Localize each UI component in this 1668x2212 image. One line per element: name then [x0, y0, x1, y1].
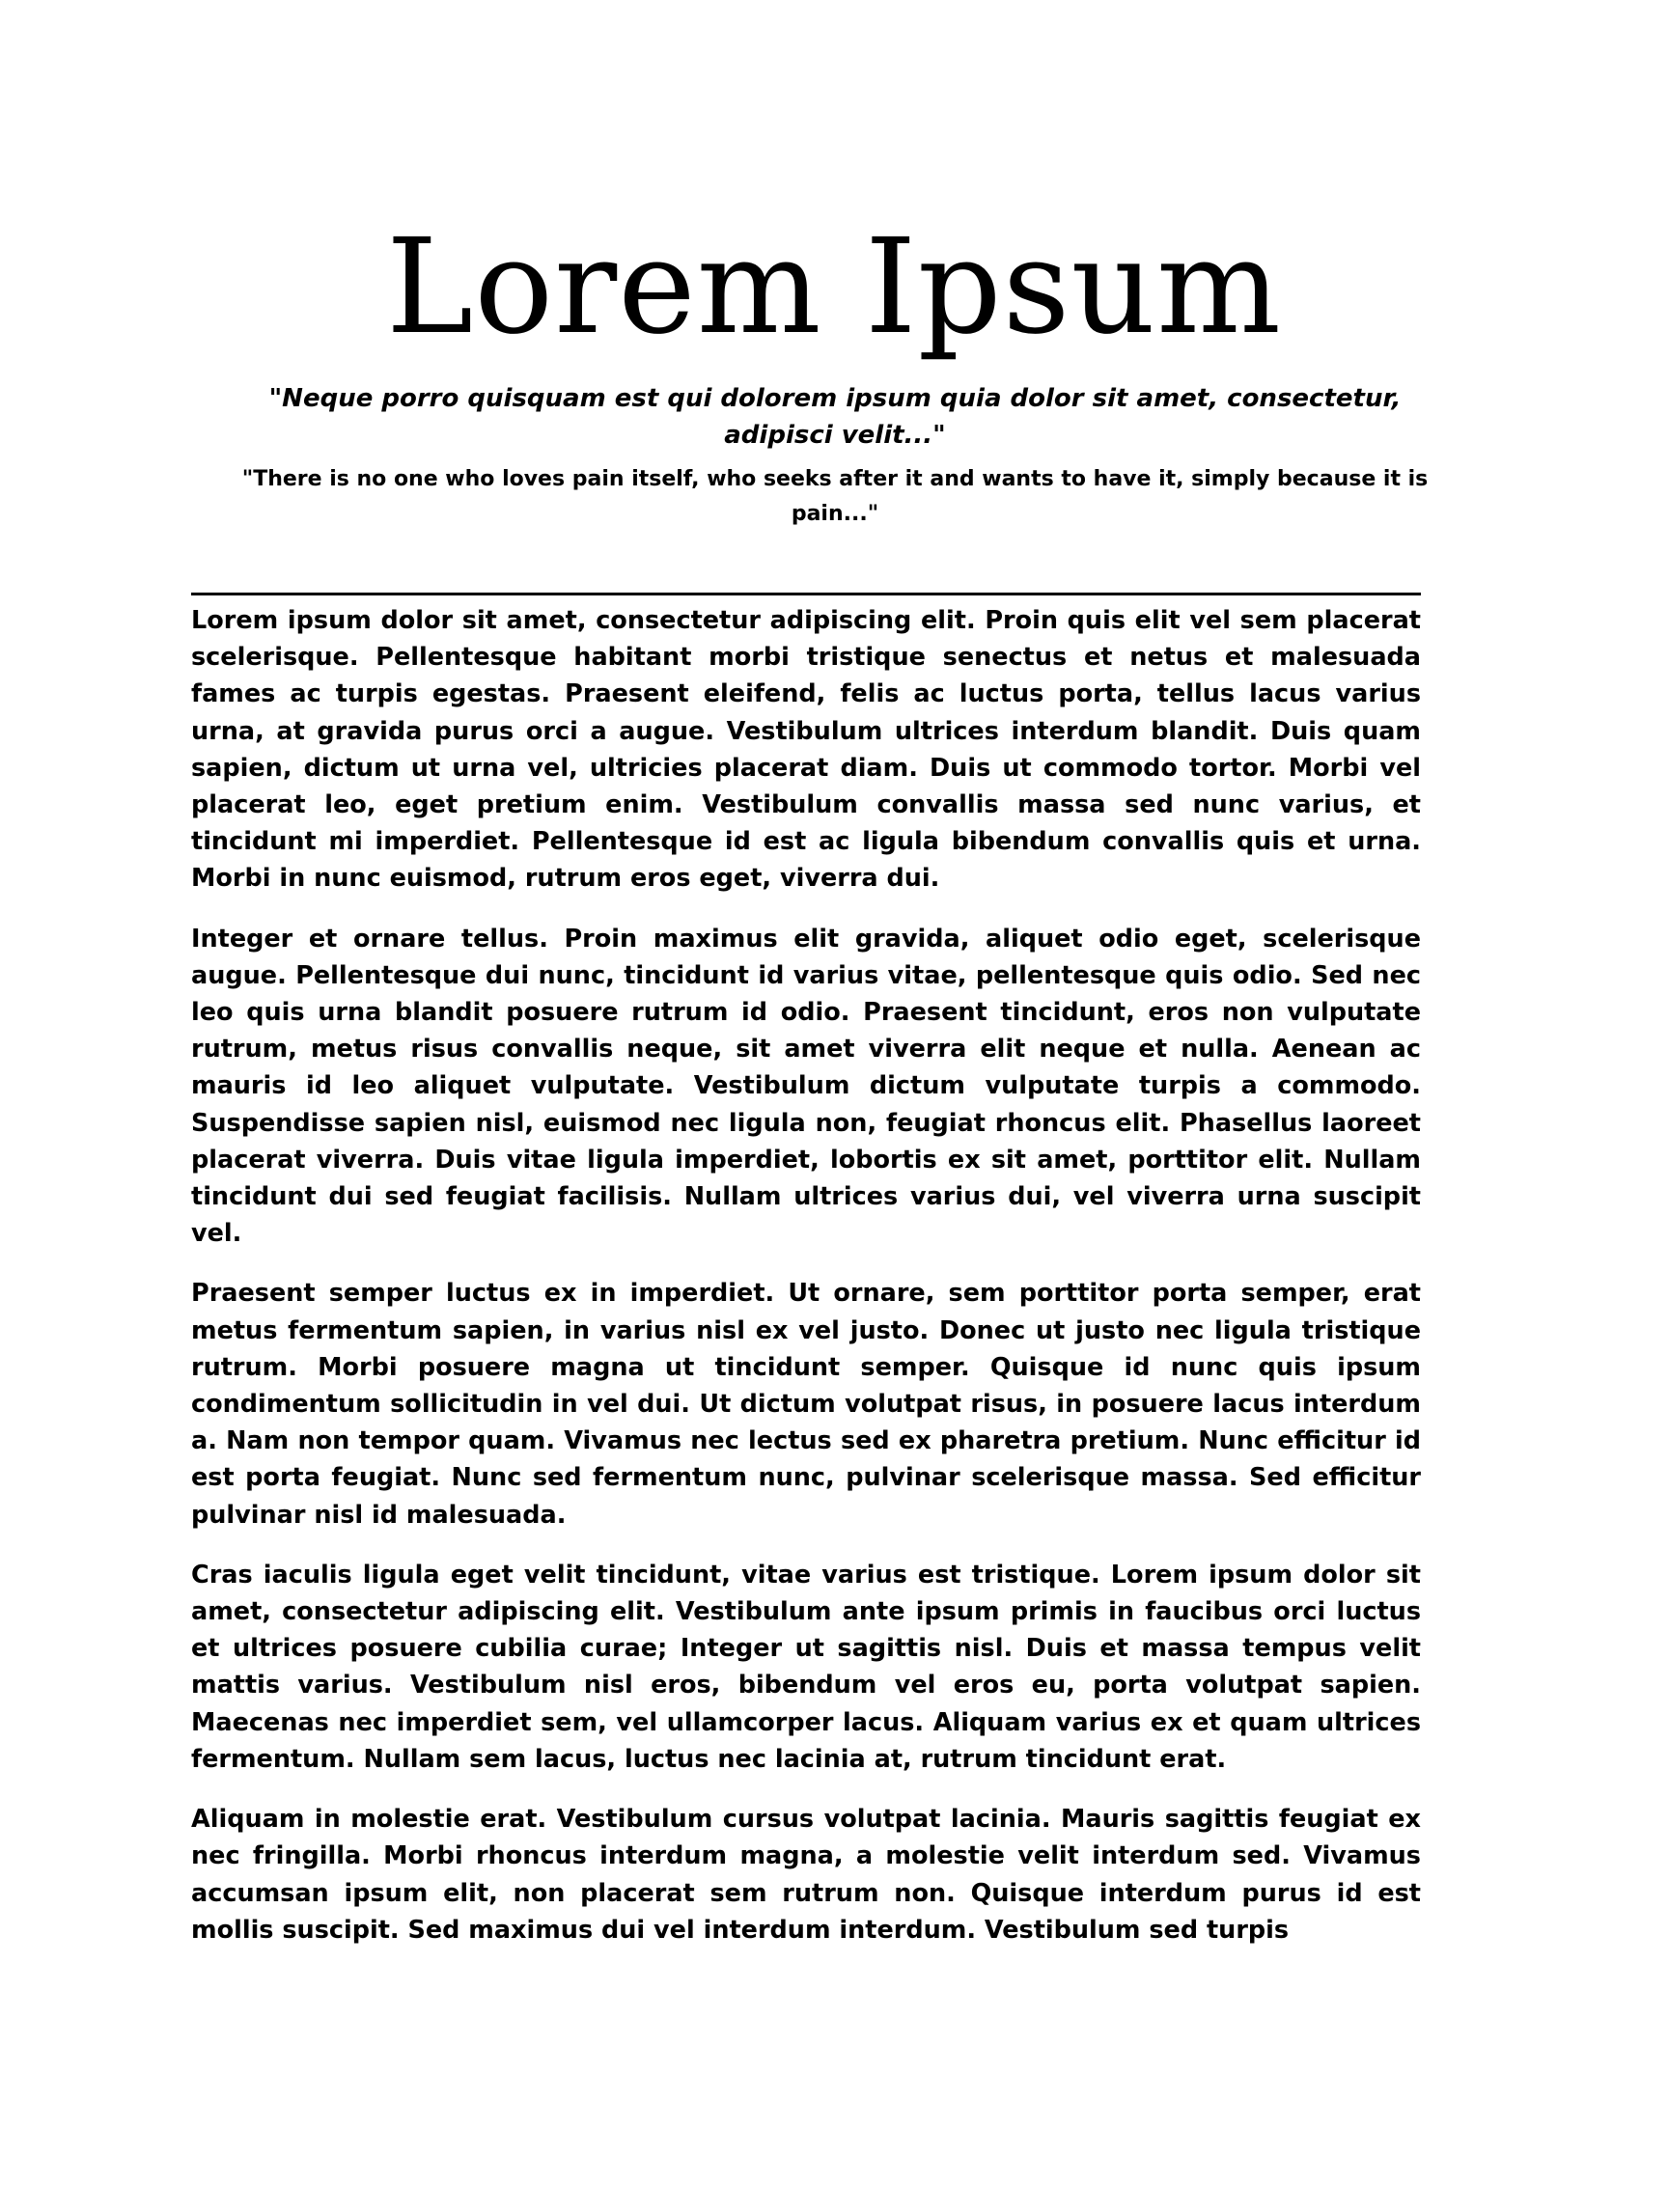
paragraph-5: Aliquam in molestie erat. Vestibulum cursus volutpat lacinia. Mauris sagittis feugiat ex nec fringilla. Morbi rhoncus interdum magna, a molestie velit interdum sed. Vivamus accumsan ipsum elit, non placerat sem rutrum non. Quisque interdum purus id est mollis suscipit. Sed maximus dui vel interdum interdum. Vestibulum sed turpis: [191, 1805, 1421, 1945]
paragraph-3: Praesent semper luctus ex in imperdiet. Ut ornare, sem porttitor porta semper, erat metus fermentum sapien, in varius nisl ex vel justo. Donec ut justo nec ligula tristique rutrum. Morbi posuere magna ut tincidunt semper. Quisque id nunc quis ipsum condimentum sollicitudin in vel dui. Ut dictum volutpat risus, in posuere lacus interdum a. Nam non tempor quam. Vivamus nec lectus sed ex pharetra pretium. Nunc efficitur id est porta feugiat. Nunc sed fermentum nunc, pulvinar scelerisque massa. Sed efficitur pulvinar nisl id malesuada.: [191, 1279, 1421, 1530]
english-quote: "There is no one who loves pain itself, who seeks after it and wants to have it, simply because it is pain...": [241, 467, 1429, 526]
document-title: Lorem Ipsum: [385, 211, 1282, 364]
document-body: [191, 602, 1421, 1972]
paragraph-4: Cras iaculis ligula eget velit tincidunt, vitae varius est tristique. Lorem ipsum dolor sit amet, consectetur adipiscing elit. Vestibulum ante ipsum primis in faucibus orci luctus et ultrices posuere cubilia curae; Integer ut sagittis nisl. Duis et massa tempus velit mattis varius. Vestibulum nisl eros, bibendum vel eros eu, porta volutpat sapien. Maecenas nec imperdiet sem, vel ullamcorper lacus. Aliquam varius ex et quam ultrices fermentum. Nullam sem lacus, luctus nec lacinia at, rutrum tincidunt erat.: [191, 1560, 1421, 1774]
paragraph-1: Lorem ipsum dolor sit amet, consectetur adipiscing elit. Proin quis elit vel sem placerat scelerisque. Pellentesque habitant morbi tristique senectus et netus et malesuada fames ac turpis egestas. Praesent eleifend, felis ac luctus porta, tellus lacus varius urna, at gravida purus orci a augue. Vestibulum ultrices interdum blandit. Duis quam sapien, dictum ut urna vel, ultricies placerat diam. Duis ut commodo tortor. Morbi vel placerat leo, eget pretium enim. Vestibulum convallis massa sed nunc varius, et tincidunt mi imperdiet. Pellentesque id est ac ligula bibendum convallis quis et urna. Morbi in nunc euismod, rutrum eros eget, viverra dui.: [191, 606, 1421, 894]
paragraph-2: Integer et ornare tellus. Proin maximus elit gravida, aliquet odio eget, scelerisque augue. Pellentesque dui nunc, tincidunt id varius vitae, pellentesque quis odio. Sed nec leo quis urna blandit posuere rutrum id odio. Praesent tincidunt, eros non vulputate rutrum, metus risus convallis neque, sit amet viverra elit neque et nulla. Aenean ac mauris id leo aliquet vulputate. Vestibulum dictum vulputate turpis a commodo. Suspendisse sapien nisl, euismod nec ligula non, feugiat rhoncus elit. Phasellus laoreet placerat viverra. Duis vitae ligula imperdiet, lobortis ex sit amet, porttitor elit. Nullam tincidunt dui sed feugiat facilisis. Nullam ultrices varius dui, vel viverra urna suscipit vel.: [191, 924, 1421, 1249]
latin-quote: "Neque porro quisquam est qui dolorem ipsum quia dolor sit amet, consectetur, adipisci velit...": [268, 384, 1402, 450]
horizontal-rule: [191, 593, 1421, 595]
